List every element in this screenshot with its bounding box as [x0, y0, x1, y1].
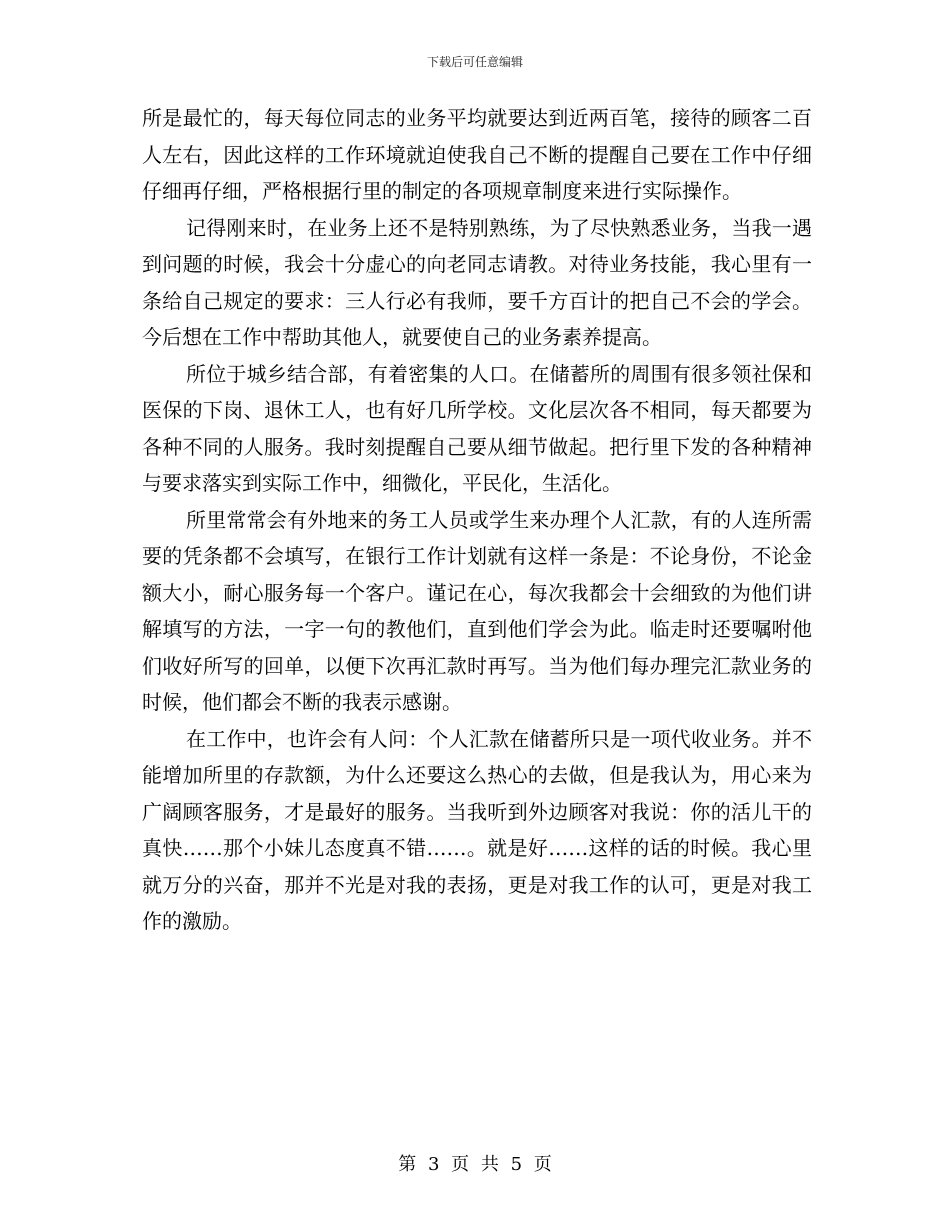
paragraph-4: 所里常常会有外地来的务工人员或学生来办理个人汇款，有的人连所需要的凭条都不会填写，在银行工作计划就有这样一条是：不论身份，不论金额大小，耐心服务每一个客户。谨记在心，每次我都会十会细致的为他们讲解填写的方法，一字一句的教他们，直到他们学会为此。临走时还要嘱咐他们收好所写的回单，以便下次再汇款时再写。当为他们每办理完汇款业务的时候，他们都会不断的我表示感谢。 [142, 507, 812, 714]
page-number-footer: 第 3 页 共 5 页 [398, 1154, 552, 1175]
document-body [142, 100, 812, 940]
paragraph-3: 所位于城乡结合部，有着密集的人口。在储蓄所的周围有很多领社保和医保的下岗、退休工人，也有好几所学校。文化层次各不相同，每天都要为各种不同的人服务。我时刻提醒自己要从细节做起。把行里下发的各种精神与要求落实到实际工作中，细微化，平民化，生活化。 [142, 361, 812, 495]
paragraph-2: 记得刚来时，在业务上还不是特别熟练，为了尽快熟悉业务，当我一遇到问题的时候，我会十分虚心的向老同志请教。对待业务技能，我心里有一条给自己规定的要求：三人行必有我师，要千方百计的把自己不会的学会。今后想在工作中帮助其他人，就要使自己的业务素养提高。 [142, 215, 812, 349]
paragraph-1: 所是最忙的，每天每位同志的业务平均就要达到近两百笔，接待的顾客二百人左右，因此这样的工作环境就迫使我自己不断的提醒自己要在工作中仔细仔细再仔细，严格根据行里的制定的各项规章制度来进行实际操作。 [142, 106, 812, 203]
page-header-note: 下载后可任意编辑 [426, 55, 523, 69]
paragraph-5: 在工作中，也许会有人问：个人汇款在储蓄所只是一项代收业务。并不能增加所里的存款额，为什么还要这么热心的去做，但是我认为，用心来为广阔顾客服务，才是最好的服务。当我听到外边顾客对我说：你的活儿干的真快……那个小妹儿态度真不错……。就是好……这样的话的时候。我心里就万分的兴奋，那并不光是对我的表扬，更是对我工作的认可，更是对我工作的激励。 [142, 726, 812, 933]
